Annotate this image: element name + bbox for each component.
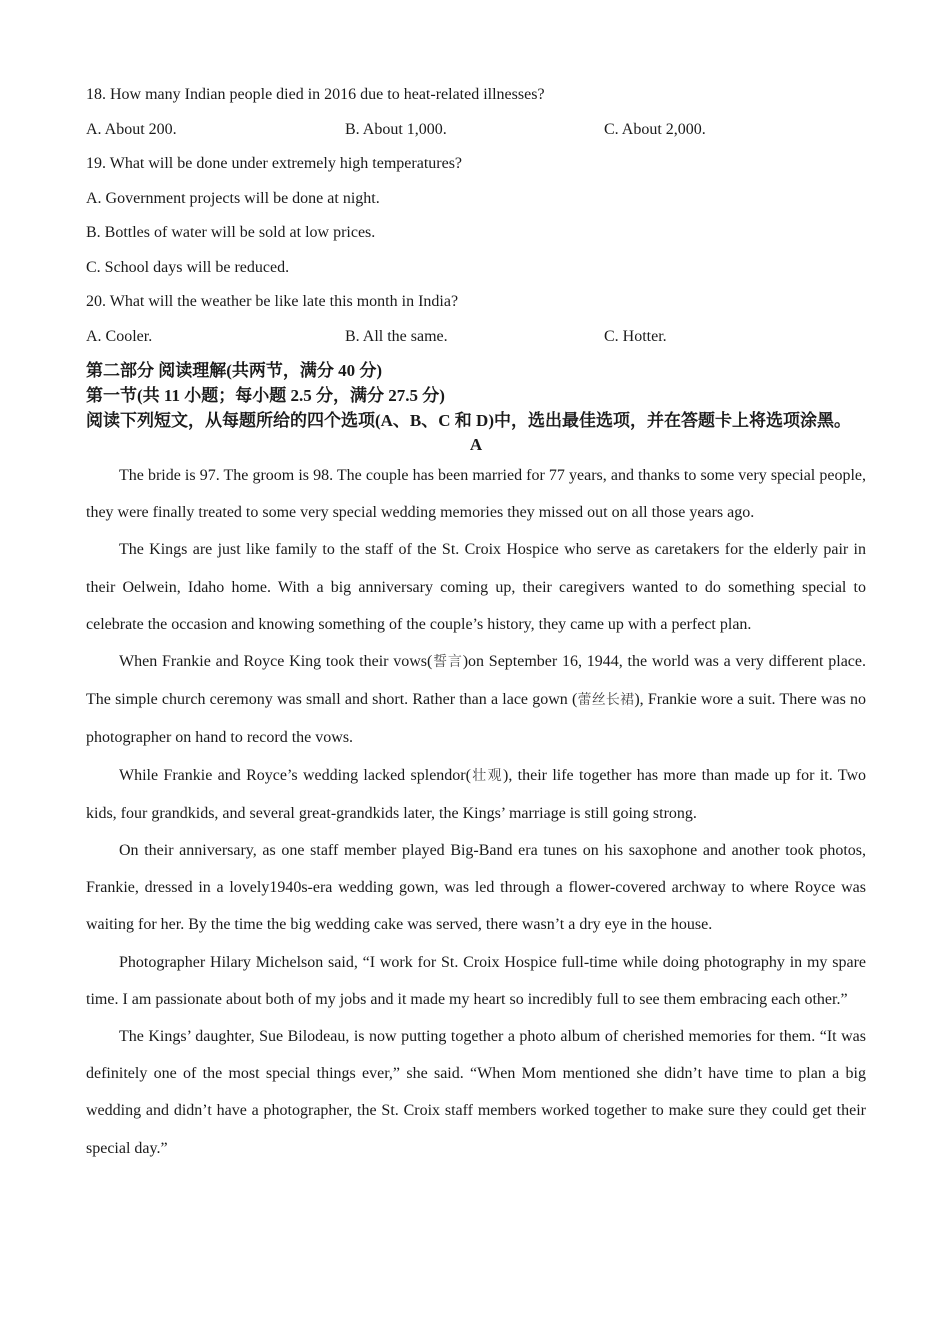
passage-paragraph-4: [86, 757, 866, 832]
passage-paragraph-7: The Kings’ daughter, Sue Bilodeau, is now putting together a photo album of cherished memories for them. “It was definitely one of the most special things ever,” she said. “When Mom mentioned she didn’t have time to plan a big wedding and didn’t have a photographer, the St. Croix staff members worked together to make sure they could get their special day.”: [86, 1028, 866, 1157]
q18-option-a: A. About 200.: [86, 120, 177, 138]
gloss-splendor: 壮观: [470, 767, 503, 784]
q19-option-a: A. Government projects will be done at night.: [86, 189, 380, 207]
question-18-options: [86, 113, 866, 148]
question-18-stem: 18. How many Indian people died in 2016 due to heat-related illnesses?: [86, 86, 545, 103]
passage-paragraph-5: On their anniversary, as one staff member played Big-Band era tunes on his saxophone and another took photos, Frankie, dressed in a lovely1940s-era wedding gown, was led through a flower-covered archway to where Royce was waiting for her. By the time the big wedding cake was served, there wasn’t a dry eye in the house.: [86, 842, 866, 934]
p3-text-a: When Frankie and Royce King took their vows(: [119, 653, 433, 671]
q20-option-c: C. Hotter.: [604, 327, 667, 345]
passage-paragraph-2: The Kings are just like family to the staff of the St. Croix Hospice who serve as caretakers for the elderly pair in their Oelwein, Idaho home. With a big anniversary coming up, their caregivers wanted to do something special to celebrate the occasion and knowing something of the couple’s history, they came up with a perfect plan.: [86, 541, 866, 633]
q18-option-c: C. About 2,000.: [604, 120, 706, 138]
q20-option-b: B. All the same.: [345, 327, 448, 345]
question-20-stem: 20. What will the weather be like late this month in India?: [86, 293, 459, 310]
part-heading: 第二部分 阅读理解(共两节，满分 40 分): [86, 361, 383, 380]
exam-page: [86, 78, 866, 1167]
p3-text-b: )on September 16, 1944, the world was a very different place. The simple church ceremony was small and short. Rather than a lace gown (: [86, 653, 867, 709]
question-20-options: [86, 320, 866, 355]
p4-text-b: ), their life together has more than made up for it. Two kids, four grandkids, and several great-grandkids later, the Kings’ marriage is still going strong.: [86, 766, 866, 822]
p4-text-a: While Frankie and Royce’s wedding lacked splendor(: [119, 766, 471, 784]
gloss-vows: 誓言: [432, 654, 463, 671]
section-heading: 第一节(共 11 小题；每小题 2.5 分，满分 27.5 分): [86, 386, 445, 405]
q18-option-b: B. About 1,000.: [345, 120, 447, 138]
question-19-stem: 19. What will be done under extremely high temperatures?: [86, 155, 463, 172]
section-instruction: 阅读下列短文，从每题所给的四个选项(A、B、C 和 D)中，选出最佳选项，并在答题卡上将选项涂黑。: [86, 411, 851, 430]
passage-paragraph-1: The bride is 97. The groom is 98. The couple has been married for 77 years, and thanks to some very special people, they were finally treated to some very special wedding memories they missed out on all those years ago.: [86, 467, 866, 522]
passage-paragraph-6: Photographer Hilary Michelson said, “I work for St. Croix Hospice full-time while doing photography in my spare time. I am passionate about both of my jobs and it made my heart so incredibly full to see them embracing each other.”: [86, 953, 866, 1008]
q19-option-c: C. School days will be reduced.: [86, 258, 290, 276]
gloss-lace-gown: 蕾丝长裙: [577, 692, 635, 709]
passage-title: A: [469, 435, 483, 454]
q19-option-b: B. Bottles of water will be sold at low prices.: [86, 224, 376, 241]
q20-option-a: A. Cooler.: [86, 327, 153, 345]
p3-text-c: ), Frankie wore a suit. There was no photographer on hand to record the vows.: [86, 691, 867, 747]
passage-paragraph-3: [86, 643, 866, 757]
